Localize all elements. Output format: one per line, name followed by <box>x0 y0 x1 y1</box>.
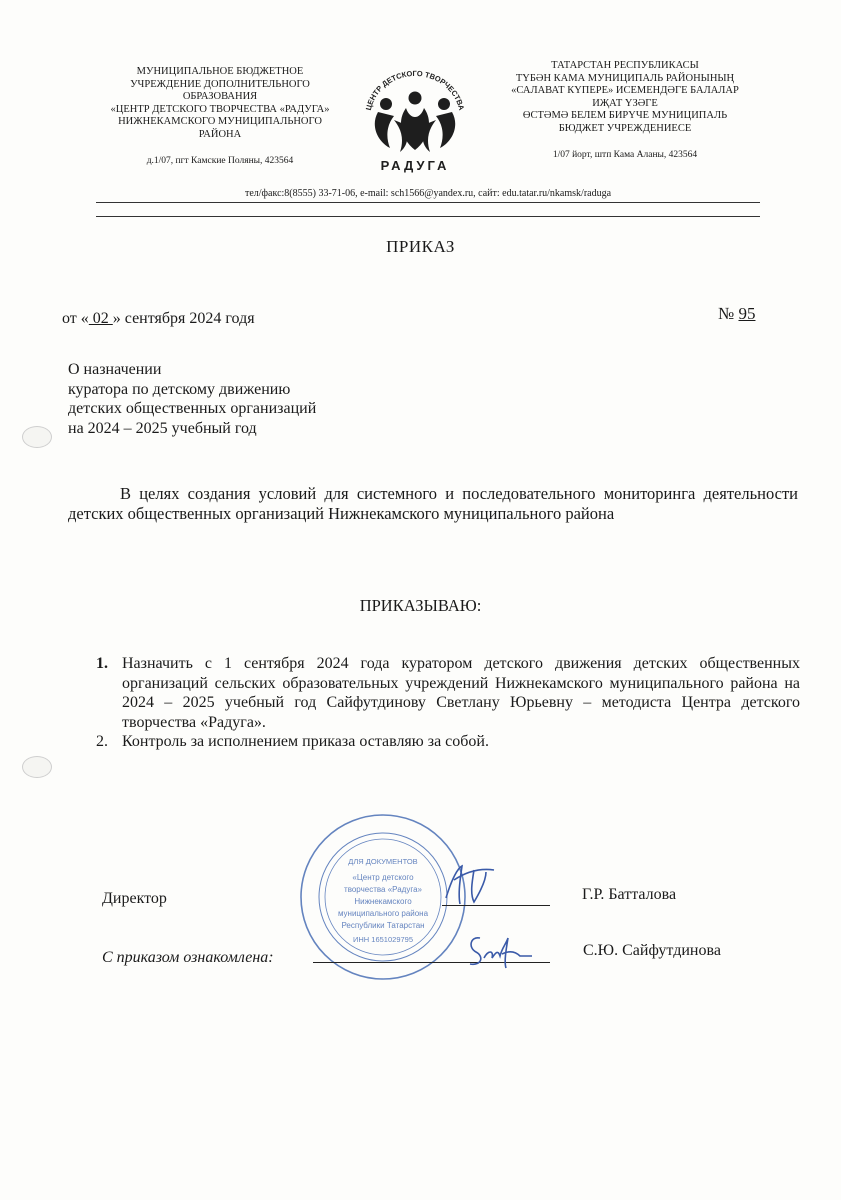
stamp-line: Республики Татарстан <box>341 921 425 930</box>
stamp-line: ИНН 1651029795 <box>352 935 414 944</box>
list-item-text: Назначить с 1 сентября 2024 года куратором детского движения детских общественных организаций сельских образовательных учреждений Нижнекамского муниципального района на 2024 – 2025 учебный год Сайфутдинову Светлану Юрьевну – методиста Центра детского творчества «Радуга». <box>122 655 800 731</box>
header-right-line: БЮДЖЕТ УЧРЕЖДЕНИЕСЕ <box>558 122 692 134</box>
document-number <box>718 304 755 324</box>
subject-line: на 2024 – 2025 учебный год <box>68 419 257 437</box>
header-right-block <box>490 60 760 162</box>
list-item-number: 1. <box>96 655 108 672</box>
number-prefix: № <box>718 304 739 323</box>
organization-logo <box>356 68 474 176</box>
signature-role: Директор <box>102 890 167 907</box>
signature-name: Г.Р. Батталова <box>582 886 677 903</box>
header-right-line: ӨСТӘМӘ БЕЛЕМ БИРҮЧЕ МУНИЦИПАЛЬ <box>522 110 728 121</box>
header-left-line: НИЖНЕКАМСКОГО МУНИЦИПАЛЬНОГО <box>118 116 322 127</box>
stamp-line: «Центр детского <box>352 873 414 882</box>
logo-name-text: РАДУГА <box>380 158 450 173</box>
director-signature <box>440 858 500 910</box>
header-right-line: ТҮБӘН КАМА МУНИЦИПАЛЬ РАЙОНЫНЫҢ <box>515 72 735 84</box>
header-left-address: д.1/07, пгт Камские Поляны, 423564 <box>146 156 294 166</box>
header-left-line: ОБРАЗОВАНИЯ <box>182 91 258 102</box>
header-divider <box>96 216 760 217</box>
acknowledgement-role: С приказом ознакомлена: <box>102 949 274 966</box>
header-left-line: «ЦЕНТР ДЕТСКОГО ТВОРЧЕСТВА «РАДУГА» <box>110 103 330 115</box>
acknowledgement-signature <box>462 928 542 972</box>
acknowledgement-name: С.Ю. Сайфутдинова <box>583 942 721 959</box>
preamble-paragraph: В целях создания условий для системного и последовательного мониторинга деятельности детских общественных организаций Нижнекамского муниципального района <box>68 484 798 523</box>
order-heading: ПРИКАЗЫВАЮ: <box>359 596 482 615</box>
stamp-line: творчества «Радуга» <box>344 885 422 894</box>
list-item <box>96 654 800 732</box>
header-left-line: МУНИЦИПАЛЬНОЕ БЮДЖЕТНОЕ <box>136 66 304 77</box>
logo-arc-text: ЦЕНТР ДЕТСКОГО ТВОРЧЕСТВА <box>363 68 467 112</box>
header-right-line: «САЛАВАТ КҮПЕРЕ» ИСЕМЕНДӘГЕ БАЛАЛАР <box>511 85 739 96</box>
date-day: 02 <box>88 310 113 327</box>
header-divider <box>96 202 760 203</box>
list-item <box>96 732 800 752</box>
list-item-text: Контроль за исполнением приказа оставляю за собой. <box>122 733 489 750</box>
subject-line: детских общественных организаций <box>68 400 317 417</box>
contacts-line: тел/факс:8(8555) 33-71-06, e-mail: sch1566@yandex.ru, сайт: edu.tatar.ru/nkamsk/raduga <box>244 188 612 199</box>
list-item-number: 2. <box>96 733 108 750</box>
svg-text:ЦЕНТР ДЕТСКОГО ТВОРЧЕСТВА <box>364 69 467 112</box>
date-prefix: от « <box>62 310 89 327</box>
stamp-line: муниципального района <box>337 909 429 918</box>
header-right-address: 1/07 йорт, штп Кама Аланы, 423564 <box>552 150 698 160</box>
subject-line: О назначении <box>68 361 162 378</box>
header-right-line: ТАТАРСТАН РЕСПУБЛИКАСЫ <box>551 60 699 71</box>
date-suffix: » сентября 2024 годя <box>112 310 255 327</box>
stamp-line: Нижнекамского <box>354 897 412 906</box>
header-left-line: УЧРЕЖДЕНИЕ ДОПОЛНИТЕЛЬНОГО <box>130 78 310 90</box>
punch-hole <box>22 756 52 778</box>
order-items <box>96 654 800 752</box>
header-left-block <box>100 66 340 168</box>
header-left-line: РАЙОНА <box>198 128 242 140</box>
stamp-line: ДЛЯ ДОКУМЕНТОВ <box>348 857 418 866</box>
document-title: ПРИКАЗ <box>386 237 455 256</box>
document-date <box>62 310 255 328</box>
header-right-line: ИҖАТ ҮЗӘГЕ <box>592 97 658 109</box>
document-subject <box>68 360 316 438</box>
punch-hole <box>22 426 52 448</box>
number-value: 95 <box>738 304 756 323</box>
subject-line: куратора по детскому движению <box>68 380 291 398</box>
